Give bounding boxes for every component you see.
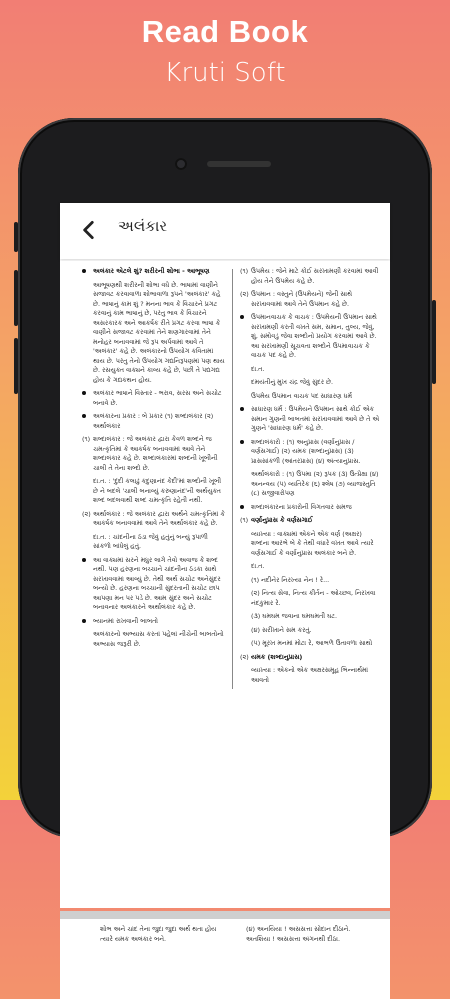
paragraph-marker xyxy=(240,639,251,649)
paragraph-text: શબ્દાલંકાર : જે અલંકાર દ્વારા કેવળ શબ્દને જ ચમત્કૃતિમાં કે આકર્ષક બનાવવામાં આવે તેને શબ્દાલંકાર કહે છે. શબ્દાલંકારમાં શબ્દની ખૂબીની ચાલી તે તેના શબ્દો છે. xyxy=(93,435,218,472)
paragraph xyxy=(240,653,382,663)
paragraph-text: આ વાક્યમાં સરને મધુર લાગે તેવો અવાજ કે શબ્દ નથી. પણ હરણના બચ્ચાને ચાંદનીના ઠંડકા સાથે સરખાવવામાં આવ્યું છે. તેથી અર્થ સચોટ અનેસુંદર બન્યો છે. હરણના બચ્ચાની સુંદરતાની સચોટ છાપ આપણા મન પર પડે છે. આમ સુંદર અને સચોટ બનાવનાર અલંકારને અર્થાલંકાર કહે છે. xyxy=(93,555,221,611)
paragraph xyxy=(82,617,226,627)
paragraph-marker xyxy=(240,392,251,402)
bullet-icon xyxy=(240,438,251,467)
paragraph xyxy=(240,365,382,375)
paragraph-text: વ્યાખ્યા : વાક્યમાં એકને એક વર્ણ (અક્ષર) શબ્દના આરંભે બે કે તેથી વધારે વખત આવે ત્યારે વર્ણસગાઈ કે વર્ણાનુપ્રાસ અલંકાર બને છે. xyxy=(251,529,374,557)
paragraph-text: (૧) નદીનેર નિરખ્યા નેન ! રે... xyxy=(251,575,330,584)
bullet-icon xyxy=(240,503,251,513)
paragraph-text: દા.ત. : 'દુંદી કલાઢું કદુણાનંદ કેદી'માં શબ્દોની ખૂબી છે ને બદલે 'ચાલી બનાવ્યું કરુણાનંદ'ની અર્થયુક્ત શબ્દ બદલવાથી શબ્દ ચમત્કૃતિ રહેતી નથી. xyxy=(93,477,222,504)
paragraph-text: દા.ત. xyxy=(251,562,265,570)
bullet-icon xyxy=(240,313,251,361)
paragraph-text: અલંકારના પ્રકાર : બે પ્રકાર (૧) શબ્દાલંકાર (૨) અર્થાલંકાર xyxy=(93,412,214,430)
paragraph xyxy=(240,267,382,286)
bullet-icon xyxy=(82,412,93,431)
paragraph xyxy=(240,503,382,513)
promo-subtitle: Kruti Soft xyxy=(164,58,286,88)
paragraph-marker: (૨) xyxy=(240,652,249,661)
paragraph xyxy=(240,562,382,572)
paragraph-text: દા.ત. xyxy=(251,364,265,373)
paragraph-text: શબ્દાલંકારના પ્રકારોની વિગતવાર સમજ xyxy=(251,502,352,511)
left-column xyxy=(82,267,226,653)
paragraph xyxy=(82,510,226,529)
paragraph xyxy=(240,589,382,608)
paragraph xyxy=(82,389,226,408)
page-title: અલંકાર xyxy=(118,217,168,235)
paragraph-text: વ્યાખ્યા : એકનો એક અક્ષરસમૂહ ભિન્નાર્થમાં આવતો xyxy=(251,666,369,684)
paragraph-text: દા.ત. : ચાંદનીના ઠંડા જેવું હતુંનું બન્યું રૂપાળી સાંકળો બાંધેલું હતું. xyxy=(93,532,208,550)
paragraph-marker: (૧) xyxy=(240,267,249,275)
paragraph xyxy=(82,412,226,431)
paragraph xyxy=(82,477,226,506)
paragraph-marker xyxy=(82,281,93,386)
next-page-left-text: શોભ અને ચાંદ તેના જુદા જુદા અર્થ થતા હોય ત્યારે યમક અલંકાર બને. xyxy=(100,925,217,943)
volume-up-button xyxy=(14,270,18,326)
paragraph-marker xyxy=(82,477,93,506)
paragraph-marker xyxy=(240,589,251,608)
paragraph-text: અર્થાલંકાર : જે અલંકાર દ્વારા અર્થને ચમત્કૃતિમાં કે આકર્ષક બનાવવામાં આવે તેને અર્થાલંકાર કહે છે. xyxy=(93,509,225,527)
paragraph xyxy=(82,556,226,613)
paragraph-text: (૩) ઘમઘમ જવાના ઘમઘમતી ઘટ. xyxy=(251,612,338,620)
paragraph-text: અર્થાલંકારો : (૧) ઉપમા (૨) રૂપક (૩) ઉત્પ્રેક્ષા (૪) અનન્વય (૫) વ્યતિરેક (૬) શ્લેષ (૭) વ્યાજસ્તુતિ (૮) સજીવારોપણ xyxy=(251,470,379,497)
paragraph-marker xyxy=(82,630,93,649)
paragraph-marker xyxy=(240,365,251,375)
paragraph-marker: (૨) xyxy=(240,290,249,298)
bullet-icon xyxy=(82,389,93,408)
paragraph-text: શબ્દાલંકારો : (૧) અનુપ્રાસ (વર્ણાનુપ્રાસ / વર્ણસગાઈ) (૨) યમક (શબ્દાનુપ્રાસ) (૩) પ્રાસસાંકળી (આંતરપ્રાસ) (૪) અંત્યાનુપ્રાસ. xyxy=(251,437,361,465)
paragraph xyxy=(240,392,382,402)
paragraph-marker xyxy=(240,530,251,559)
paragraph-text: (૨) નિત્ય સેવા, નિત્ય કીર્તન - ઓચ્છવ, નિરખવા નંદકુમાર રે. xyxy=(251,589,376,607)
paragraph xyxy=(240,530,382,559)
app-bar xyxy=(60,203,390,259)
paragraph xyxy=(240,378,382,388)
paragraph-text: ઉપમાનવાચક કે વાચક : ઉપમેયની ઉપમાન સાથે સરખામણી કરતી વખતે સમ, સમાન, તુલ્ય, જેવું, શું, સમોવડું જેવા શબ્દોનો પ્રયોગ કરવામાં આવે છે. આ સરખામણી સૂચવતા શબ્દોને ઉપમાવાચક કે વાચક પદ કહે છે. xyxy=(251,313,377,359)
paragraph-text: સાધારણ ધર્મ : ઉપમેયને ઉપમાન સાથે કોઈ એક સમાન ગુણની બાબતમાં સરખાવવામાં આવે છે તે એ ગુણને 'સાધારણ ધર્મ' કહે છે. xyxy=(251,405,380,432)
paragraph xyxy=(240,313,382,361)
paragraph-text: ઉપમેય : જેને માટે કોઈ સરખામણી કરવામાં આવી હોય તેને ઉપમેય કહે છે. xyxy=(251,267,379,285)
paragraph-text: આભૂષણથી શરીરની શોભા વધે છે. ભાષામાં વાણીને સજાવટ કરવાવાળા શોભાવાળા રૂપને 'અલંકાર' કહે છે. ભાષાનું કામ શું ? મનના ભાવ કે વિચારને પ્રગટ કરવાનું કામ ભાષાનું છે, પરંતુ ભાવ કે વિચારને અસરકારક અને આકર્ષક રીતે પ્રગટ કરવા ભાષા કે વાણીને સજાવટ કરવામાં તેને શણગારવામાં તેને મનોહર બનાવવામાં જે રૂપ અર્પવામાં આવે તે 'અલંકાર' કહે છે. અલંકારનો ઉપયોગ કવિતામાં થાય છે. પરંતુ તેનો ઉપયોગ ગદ્યનિરૂપણમાં પણ થાય છે. રસયુક્ત વાક્યને કાવ્ય કહે છે, પછી તે પદ્યગદ્ય હોય કે ગદ્યકથન હોય. xyxy=(93,280,225,384)
paragraph-text: અલંકાર એટલે શું? શરીરની શોભા - આભૂષણ xyxy=(93,267,210,275)
paragraph xyxy=(240,516,382,526)
book-page[interactable] xyxy=(60,261,390,908)
back-arrow-icon[interactable] xyxy=(76,217,102,243)
volume-down-button xyxy=(14,338,18,394)
paragraph-text: અલંકારનો અભ્યાસ કરતાં પહેલાં નીચેની બાબતોનો અભ્યાસ જરૂરી છે. xyxy=(93,630,224,648)
bullet-icon xyxy=(82,617,93,627)
paragraph xyxy=(240,576,382,586)
paragraph xyxy=(82,533,226,552)
paragraph-marker: (૨) xyxy=(82,509,91,518)
paragraph xyxy=(240,290,382,309)
paragraph-marker xyxy=(240,626,251,636)
paragraph-marker xyxy=(82,533,93,552)
paragraph xyxy=(82,435,226,473)
bullet-icon xyxy=(82,556,93,613)
speaker-grille xyxy=(207,161,271,167)
paragraph-text: અલંકાર ભાષાને વિસ્તાર - ભરાવ, સરસ અને સચોટ બનાવે છે. xyxy=(93,389,222,407)
paragraph xyxy=(82,267,226,277)
right-column xyxy=(240,267,382,689)
paragraph xyxy=(240,612,382,622)
paragraph-marker: (૧) xyxy=(82,435,91,443)
paragraph-marker xyxy=(240,576,251,586)
paragraph-marker xyxy=(240,666,251,685)
paragraph-text: વર્ણાનુપ્રાસ કે વર્ણસગાઈ xyxy=(251,516,313,524)
paragraph xyxy=(240,626,382,636)
paragraph-marker xyxy=(240,378,251,388)
paragraph-text: (૪) સરીખાને સમ કરતું. xyxy=(251,625,312,634)
next-page-right-text: (૪) અનયિયા ! અસસત્તા સોદાન દીઠાને. અતશિયા ! અસસત્તા અંગનથી દીઠા. xyxy=(246,925,351,943)
paragraph xyxy=(240,639,382,649)
paragraph-text: યમક (શબ્દાનુપ્રાસ) xyxy=(251,652,303,661)
bullet-icon xyxy=(240,405,251,434)
paragraph-text: ઉપમેય ઉપમાન વાચક પદ સાધારણ ધર્મ xyxy=(251,391,352,400)
column-divider xyxy=(232,269,233,689)
paragraph-text: દમયંતીનું મુખ ચંદ્ર જેવું સુંદર છે. xyxy=(251,378,334,386)
app-screen xyxy=(60,203,390,943)
paragraph xyxy=(240,666,382,685)
paragraph-text: (૫) મૂરખ મનમાં મોટા રે, આભળે ઉતાવળા સાથો xyxy=(251,639,373,647)
mute-switch xyxy=(14,222,18,252)
paragraph-text: ઉપમાન : વસ્તુને (ઉપમેયને) જેની સાથે સરખાવવામાં આવે તેને ઉપમાન કહે છે. xyxy=(251,290,353,308)
paragraph-marker xyxy=(240,612,251,622)
paragraph xyxy=(82,630,226,649)
camera-icon xyxy=(175,158,187,170)
promo-title: Read Book xyxy=(141,14,309,49)
paragraph-marker xyxy=(240,562,251,572)
paragraph-marker xyxy=(240,470,251,499)
paragraph xyxy=(82,281,226,386)
paragraph-text: બ્યાનમાં રાખવાની બાબતો xyxy=(93,616,158,625)
paragraph xyxy=(240,405,382,434)
next-book-page[interactable] xyxy=(60,919,390,999)
power-button xyxy=(432,300,436,384)
bullet-icon xyxy=(82,267,93,277)
paragraph-marker: (૧) xyxy=(240,516,249,524)
paragraph xyxy=(240,438,382,467)
paragraph xyxy=(240,470,382,499)
page-break xyxy=(60,911,390,919)
